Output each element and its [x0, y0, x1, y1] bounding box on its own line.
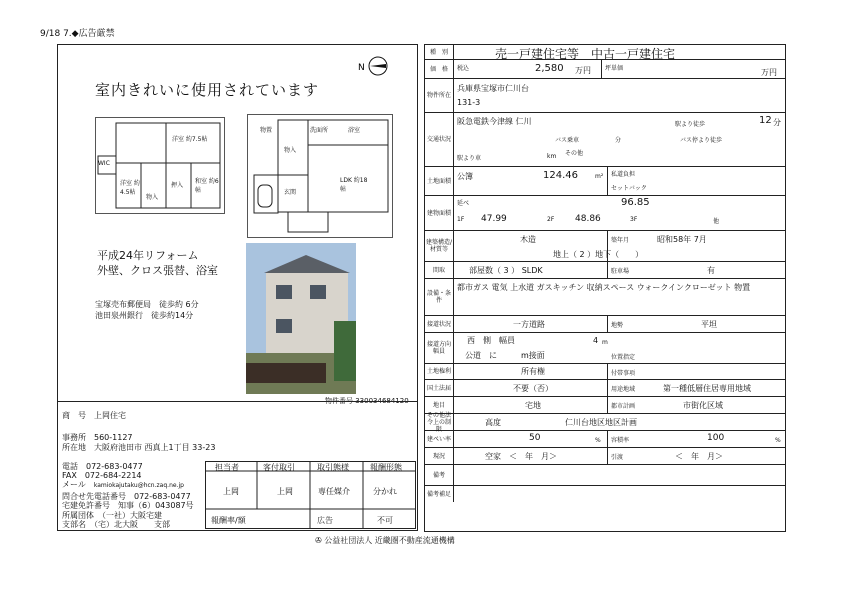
walk-minutes: 12 — [759, 115, 772, 126]
bcr-value: 50 — [529, 433, 541, 443]
far-value: 100 — [707, 433, 725, 443]
plan-label: LDK 約18帖 — [340, 177, 368, 193]
reform-text — [97, 248, 218, 278]
plan-label: 物入 — [146, 194, 159, 201]
header-text: 9/18 7.◆広告厳禁 — [40, 29, 115, 39]
parking: 有 — [707, 266, 715, 275]
facility-walk: 徒歩約 6分 — [159, 300, 199, 309]
road-direction: 西 側 幅員 — [467, 336, 515, 345]
organization-logo-icon: ✇ — [315, 536, 322, 545]
agent-name: 上岡 — [223, 487, 239, 496]
plan-label: 和室 約6帖 — [195, 178, 219, 194]
built-date: 昭和58年 7月 — [657, 235, 707, 244]
company-address: 大阪府池田市 西真上1丁目 33-23 — [94, 443, 216, 452]
facility-name: 池田泉州銀行 — [95, 311, 143, 320]
plan-label: 洋室 約4.5帖 — [120, 180, 140, 196]
company-block: 商 号 上岡住宅 事務所 560-1127 所在地 大阪府池田市 西真上1丁目 33-23 電話 072-683-0477 FAX 072-684-2214 メール kamiokajutaku@hcn.zaq.ne.jp 問合せ先電話番号 072-683-0477 宅建免許番号 知事（6）043087号 所属団体 （一社）大阪宅建 支部名 （宅）北大阪 支部 — [57, 401, 418, 531]
floor-1-area: 47.99 — [481, 214, 507, 224]
transaction-type: 専任媒介 — [318, 487, 350, 496]
company-name: 上岡住宅 — [94, 411, 126, 420]
location-city: 兵庫県宝塚市仁川台 — [457, 84, 529, 93]
plan-label: 押入 — [171, 182, 184, 189]
plan-label: 玄関 — [284, 189, 297, 196]
catch-copy: 室内きれいに使用されています — [95, 81, 320, 99]
floorplan-2f — [247, 114, 393, 238]
floors: 地上（ 2 ）地下（ ） — [553, 250, 644, 259]
terrain: 平坦 — [701, 320, 717, 329]
facility-walk: 徒歩約14分 — [151, 311, 194, 320]
total-floor-area: 96.85 — [621, 197, 650, 208]
city-plan: 市街化区域 — [683, 401, 723, 410]
plan-label: 物入 — [284, 147, 297, 154]
price-value: 2,580 — [535, 63, 564, 74]
plan-label: 浴室 — [348, 127, 361, 134]
floorplan-1f — [95, 117, 225, 214]
current-status: 空家 ＜ 年 月＞ — [485, 452, 557, 461]
road-width: 4 — [593, 336, 599, 345]
location-lot: 131-3 — [457, 98, 481, 107]
company-fax: 072-684-2214 — [84, 471, 142, 480]
nearby-facilities — [95, 299, 199, 321]
company-mail[interactable]: kamiokajutaku@hcn.zaq.ne.jp — [93, 482, 184, 489]
north-arrow-icon — [356, 52, 392, 80]
footer-organization: ✇ 公益社団法人 近畿圏不動産流通機構 — [315, 536, 455, 545]
zoning: 第一種低層住居専用地域 — [663, 384, 751, 393]
plan-label: WIC — [98, 160, 110, 167]
facility-name: 宝塚売布郵便局 — [95, 300, 151, 309]
land-area: 124.46 — [543, 170, 578, 181]
train-line: 阪急電鉄今津線 仁川 — [457, 117, 532, 126]
plan-label: 物置 — [260, 127, 273, 134]
property-number: 物件番号 330034684120 — [325, 397, 409, 405]
floor-2-area: 48.86 — [575, 214, 601, 224]
reform-line: 外壁、クロス張替、浴室 — [97, 264, 218, 277]
district-plan: 仁川台地区地区計画 — [565, 418, 637, 427]
company-tel: 072-683-0477 — [86, 462, 143, 471]
reform-line: 平成24年リフォーム — [97, 249, 199, 262]
road-status: 一方道路 — [513, 320, 545, 329]
property-type: 売一戸建住宅等 中古一戸建住宅 — [495, 47, 676, 61]
ad-status: 不可 — [377, 516, 393, 525]
land-right: 所有権 — [521, 367, 545, 376]
spec-table: 種 別 売一戸建住宅等 中古一戸建住宅 価 格 税込 2,580 万円 坪単価 万円 物件所在 兵庫県宝塚市仁川台 131-3 交通状況 阪急電鉄今津線 仁川 駅より徒歩 12 分 バス乗車 分 バス停より徒歩 駅より車 km その他 土地面積 公簿 124.46 m² 私道負担 セットバック 建物面積 延べ 96.85 1F 47.99 2F 48.86 3F 他 建築構造/材質等 木造 築年月 昭和58年 7月 地上（ 2 ）地下（ ） 間取 部屋数（ 3 ） SLDK 駐車場 有 設備・条件 都市ガス 電気 上水道 ガスキッチン 収納スペース ウォークインクローゼット 物置 接道状況 一方道路 地勢 平坦 接道方向幅員 西 側 幅員 4 m 公道 に m接面 位置指定 土地権利 所有権 付帯事項 国土法届 不要（否） 用途地域 第一種低層住居専用地域 地目 宅地 都市計画 市街化区域 その他法令上の制限 高度 仁川台地区地区計画 建ぺい率 50 % 容積率 100 % 現況 空家 ＜ 年 月＞ 引渡 ＜ 年 月＞ 備考 備考補足 — [424, 44, 786, 532]
agent-table: 担当者 客付取引 取引態様 報酬形態 上岡 上岡 専任媒介 分かれ 報酬率/額 広告 不可 — [205, 461, 416, 529]
svg-text:N: N — [358, 63, 365, 73]
structure: 木造 — [520, 235, 536, 244]
layout: 部屋数（ 3 ） SLDK — [469, 266, 543, 275]
equipment: 都市ガス 電気 上水道 ガスキッチン 収納スペース ウォークインクローゼット 物置 — [457, 283, 751, 292]
house-photo — [246, 243, 356, 394]
plan-label: 洋室 約7.5帖 — [172, 136, 208, 143]
plan-label: 洗面所 — [310, 127, 329, 134]
